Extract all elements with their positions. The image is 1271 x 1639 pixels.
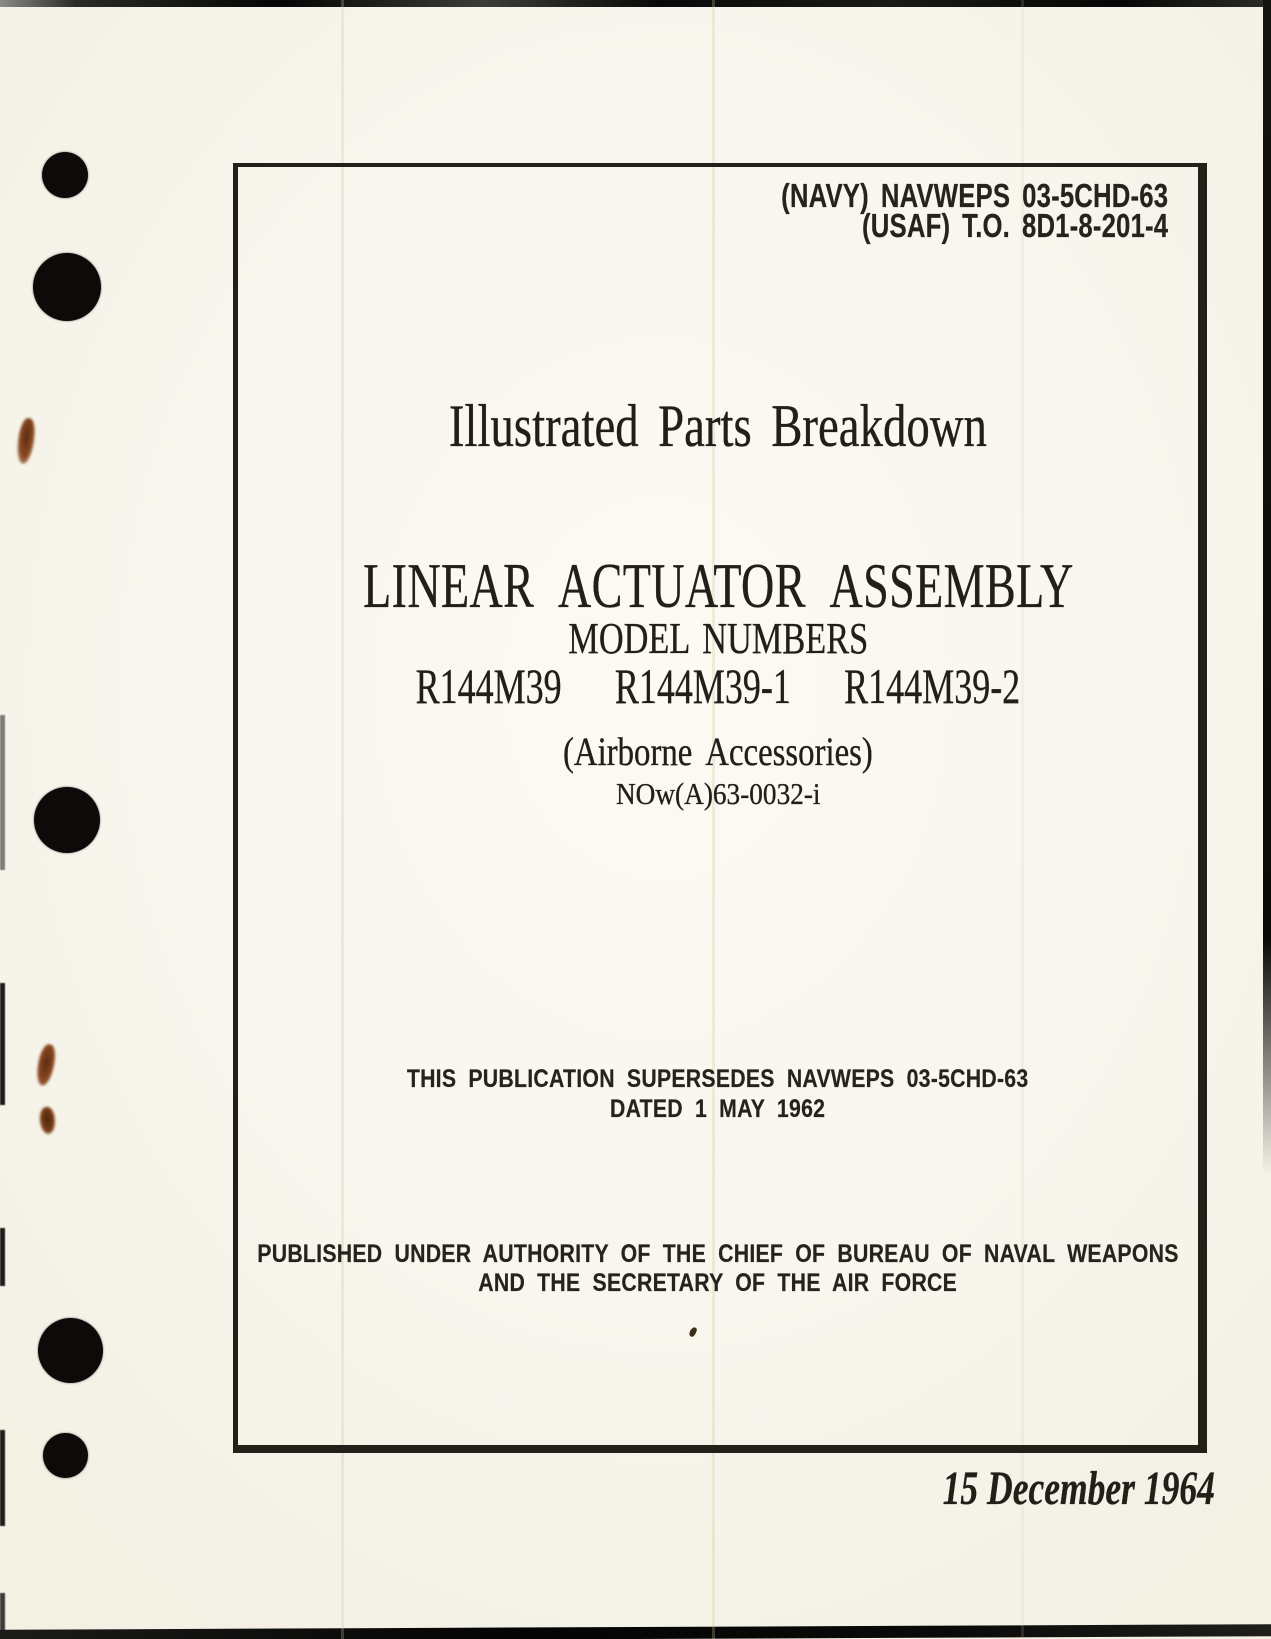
scan-edge-left [0, 1228, 5, 1286]
model-number: R144M39 [415, 658, 562, 714]
scan-edge-bottom [0, 1624, 1271, 1639]
scan-edge-right [1263, 0, 1271, 1175]
category-row [238, 728, 1198, 775]
main-title: LINEAR ACTUATOR ASSEMBLY [362, 550, 1074, 621]
rust-stain [34, 1043, 57, 1087]
document-type-row [238, 392, 1198, 461]
rust-stain [15, 417, 36, 465]
punch-hole [42, 152, 88, 198]
document-type-title: Illustrated Parts Breakdown [448, 393, 988, 459]
punch-hole [33, 253, 101, 321]
rust-stain [24, 1094, 38, 1172]
publication-date: 15 December 1964 [942, 1462, 1215, 1515]
scan-edge-left [0, 715, 5, 870]
navy-publication-number: (NAVY) NAVWEPS 03-5CHD-63 [780, 177, 1168, 214]
punch-hole [34, 787, 100, 853]
authority-notice [238, 1240, 1198, 1298]
scan-edge-left [0, 1430, 5, 1526]
usaf-publication-number: (USAF) T.O. 8D1-8-201-4 [861, 207, 1168, 244]
punch-hole [43, 1433, 88, 1478]
model-number: R144M39-1 [614, 658, 792, 714]
scan-edge-left [0, 1593, 5, 1639]
supersedes-line1: THIS PUBLICATION SUPERSEDES NAVWEPS 03-5CHD-63 [407, 1065, 1029, 1093]
rust-stain [39, 1106, 57, 1134]
supersedes-line2: DATED 1 MAY 1962 [610, 1095, 826, 1123]
contract-number: NOw(A)63-0032-i [615, 776, 821, 811]
title-page-border-box [233, 163, 1207, 1453]
scan-edge-top [0, 0, 1271, 7]
publication-number-block [780, 177, 1168, 244]
model-numbers-label: MODEL NUMBERS [568, 614, 868, 663]
authority-line2: AND THE SECRETARY OF THE AIR FORCE [478, 1269, 958, 1297]
model-number: R144M39-2 [844, 658, 1021, 714]
scan-edge-left [0, 983, 5, 1105]
category-label: (Airborne Accessories) [563, 729, 873, 774]
punch-hole [38, 1318, 103, 1383]
supersedes-notice [238, 1064, 1198, 1124]
contract-row [238, 776, 1198, 812]
main-title-row [238, 549, 1198, 623]
rust-stain [20, 476, 38, 576]
model-numbers-row [238, 657, 1198, 715]
authority-line1: PUBLISHED UNDER AUTHORITY OF THE CHIEF OF BUREAU OF NAVAL WEAPONS [257, 1240, 1179, 1268]
